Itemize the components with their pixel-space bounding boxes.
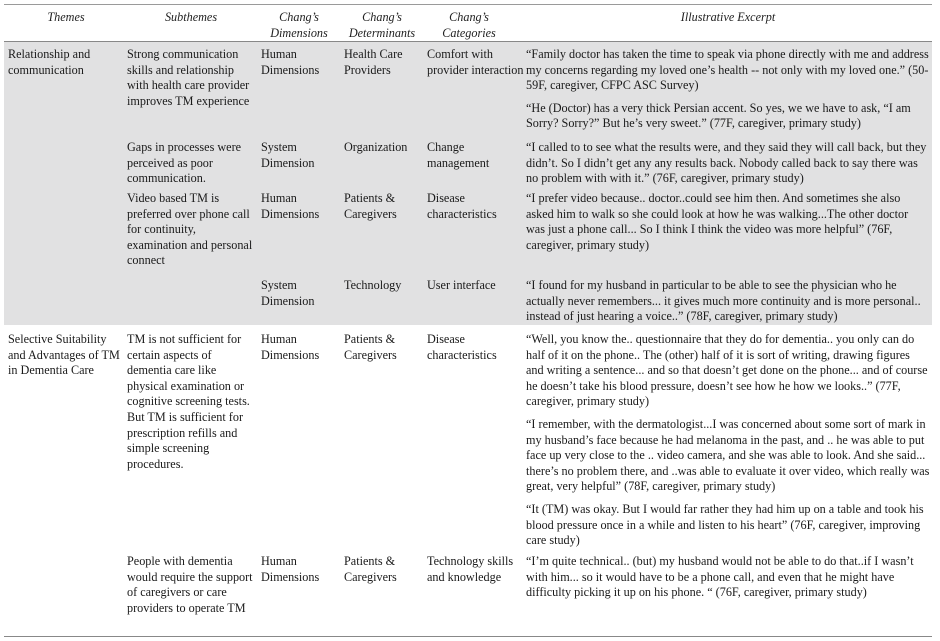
dimension-cell: Human Dimensions [261,332,320,362]
excerpt-quote: “Family doctor has taken the time to speak via phone directly with me and address my concerns regarding my loved one’s health -- not only with my loved one.” (50-59F, caregiver, CFPC ASC Survey) [526,47,929,93]
determinant-cell: Patients & Caregivers [344,332,397,362]
excerpt-quote: “He (Doctor) has a very thick Persian accent. So yes, we we have to ask, “I am Sorry? Sorry?” But he’s very sweet.” (77F, caregiver, primary study) [526,100,911,131]
header-dimensions [254,10,344,41]
header-determinants-line2: Determinants [348,25,416,40]
header-determinants [337,10,427,41]
excerpt-quote: “I found for my husband in particular to be able to see the physician who he actually never remembers... it gives much more continuity and is more personal.. instead of just hearing a voice..” (78F, caregiver, primary study) [526,278,921,324]
excerpt-quote: “I prefer video because.. doctor..could see him then. And sometimes she also asked him to walk so she could look at how he was walking...The other doctor was just a phone call... So I think I think the video was more helpful” (76F, caregiver, primary study) [526,191,909,252]
table-bottom-rule [4,636,932,637]
header-determinants-line1: Chang’s [362,10,402,24]
excerpt-quote: “I remember, with the dermatologist...I was concerned about some sort of mark in my husband’s face because he had melanoma in the past, and .. he was able to put face up very close to the .. video camera, and she was able to look. And she said... there’s no problem there, and ..was able to evaluate it over video, which really was great, very helpful” (78F, caregiver, primary study) [526,416,930,494]
subtheme-cell: Video based TM is preferred over phone call for continuity, examination and personal connect [127,191,253,268]
determinant-cell: Organization [344,140,408,154]
table-header [4,10,932,42]
header-categories-line1: Chang’s [449,10,489,24]
excerpt-cell [526,47,930,139]
subtheme-cell: Gaps in processes were perceived as poor communication. [127,140,242,186]
dimension-cell: Human Dimensions [261,47,320,77]
excerpt-cell [526,554,930,608]
category-cell: Comfort with provider interaction [427,47,524,77]
category-cell: Change management [427,140,490,170]
dimension-cell: System Dimension [261,278,315,308]
determinant-cell: Health Care Providers [344,47,403,77]
excerpt-quote: “I called to to see what the results were, and they said they will call back, but they didn’t. So I didn’t get any any results back. Nobody called back to say there was no problem with with it.” (76F, caregiver, primary study) [526,140,927,186]
category-cell: Disease characteristics [427,191,497,221]
dimension-cell: System Dimension [261,140,315,170]
excerpt-cell [526,278,930,332]
category-cell: Disease characteristics [427,332,497,362]
category-cell: User interface [427,278,496,292]
determinant-cell: Technology [344,278,402,292]
determinant-cell: Patients & Caregivers [344,191,397,221]
subtheme-cell: Strong communication skills and relationship with health care provider improves TM experience [127,47,250,108]
header-excerpt: Illustrative Excerpt [680,10,776,24]
header-categories-line2: Categories [442,25,496,40]
header-themes: Themes [47,10,85,24]
table-top-rule [4,4,932,5]
header-subthemes: Subthemes [164,10,218,24]
excerpt-cell [526,191,930,260]
subtheme-cell: TM is not sufficient for certain aspects of dementia care like physical examination or cognitive screening tests. But TM is sufficient for prescription refills and simple screening procedures. [127,332,250,471]
excerpt-cell [526,140,930,194]
subtheme-cell: People with dementia would require the support of caregivers or care providers to operate TM [127,554,253,615]
category-cell: Technology skills and knowledge [427,554,514,584]
header-dimensions-line2: Dimensions [270,25,328,40]
excerpt-quote: “Well, you know the.. questionnaire that they do for dementia.. you only can do half of it on the phone.. The (other) half of it is sort of writing, drawing figures and writing a sentence... and so that doesn’t get done on the phone... and of course he doesn’t take his blood pressure, doesn’t see how he how we looks..” (77F, caregiver, primary study) [526,332,928,409]
dimension-cell: Human Dimensions [261,554,320,584]
header-bottom-rule [4,41,932,42]
theme-selective-suitability: Selective Suitability and Advantages of TM in Dementia Care [8,332,120,378]
determinant-cell: Patients & Caregivers [344,554,397,584]
excerpt-quote: “It (TM) was okay. But I would far rather they had him up on a table and took his blood pressure once in a while and listen to his heart” (76F, caregiver, improving care study) [526,501,924,548]
dimension-cell: Human Dimensions [261,191,320,221]
excerpt-cell [526,332,930,556]
header-dimensions-line1: Chang’s [279,10,319,24]
excerpt-quote: “I’m quite technical.. (but) my husband would not be able to do that..if I wasn’t with him... so it would have to be a phone call, and even that he might have difficulty picking it up on his phone. “ (76F, caregiver, primary study) [526,554,914,600]
header-categories [424,10,514,41]
theme-relationship-communication: Relationship and communication [8,47,91,77]
